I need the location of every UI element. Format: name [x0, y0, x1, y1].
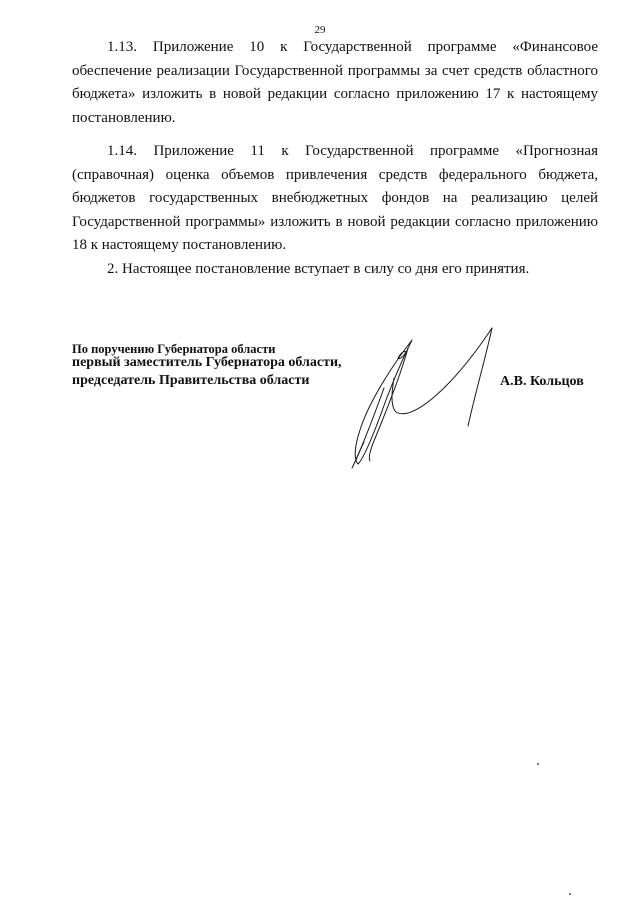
- scan-speck: [537, 763, 539, 765]
- scan-speck: [569, 893, 571, 895]
- signature-instruction-line: По поручению Губернатора области: [72, 342, 276, 356]
- paragraph-1-13: 1.13. Приложение 10 к Государственной программе «Финансовое обеспечение реализации Государственной программы за счет средств областного бюджета» изложить в новой редакции согласно приложению 17 к настоящему постановлению.: [72, 39, 598, 126]
- signer-position-line-2: председатель Правительства области: [72, 373, 310, 388]
- document-body: [72, 36, 598, 281]
- signer-position-line-1: первый заместитель Губернатора области,: [72, 355, 342, 370]
- paragraph-2: 2. Настоящее постановление вступает в силу со дня его принятия.: [107, 260, 530, 277]
- paragraph-1-14: 1.14. Приложение 11 к Государственной программе «Прогнозная (справочная) оценка объемов привлечения средств федерального бюджета, бюджетов государственных внебюджетных фондов на реализацию целей Государственной программы» изложить в новой редакции согласно приложению 18 к настоящему постановлению.: [72, 143, 598, 253]
- handwritten-signature: [340, 318, 510, 473]
- page-number: 29: [314, 24, 326, 36]
- signer-name: А.В. Кольцов: [500, 374, 584, 389]
